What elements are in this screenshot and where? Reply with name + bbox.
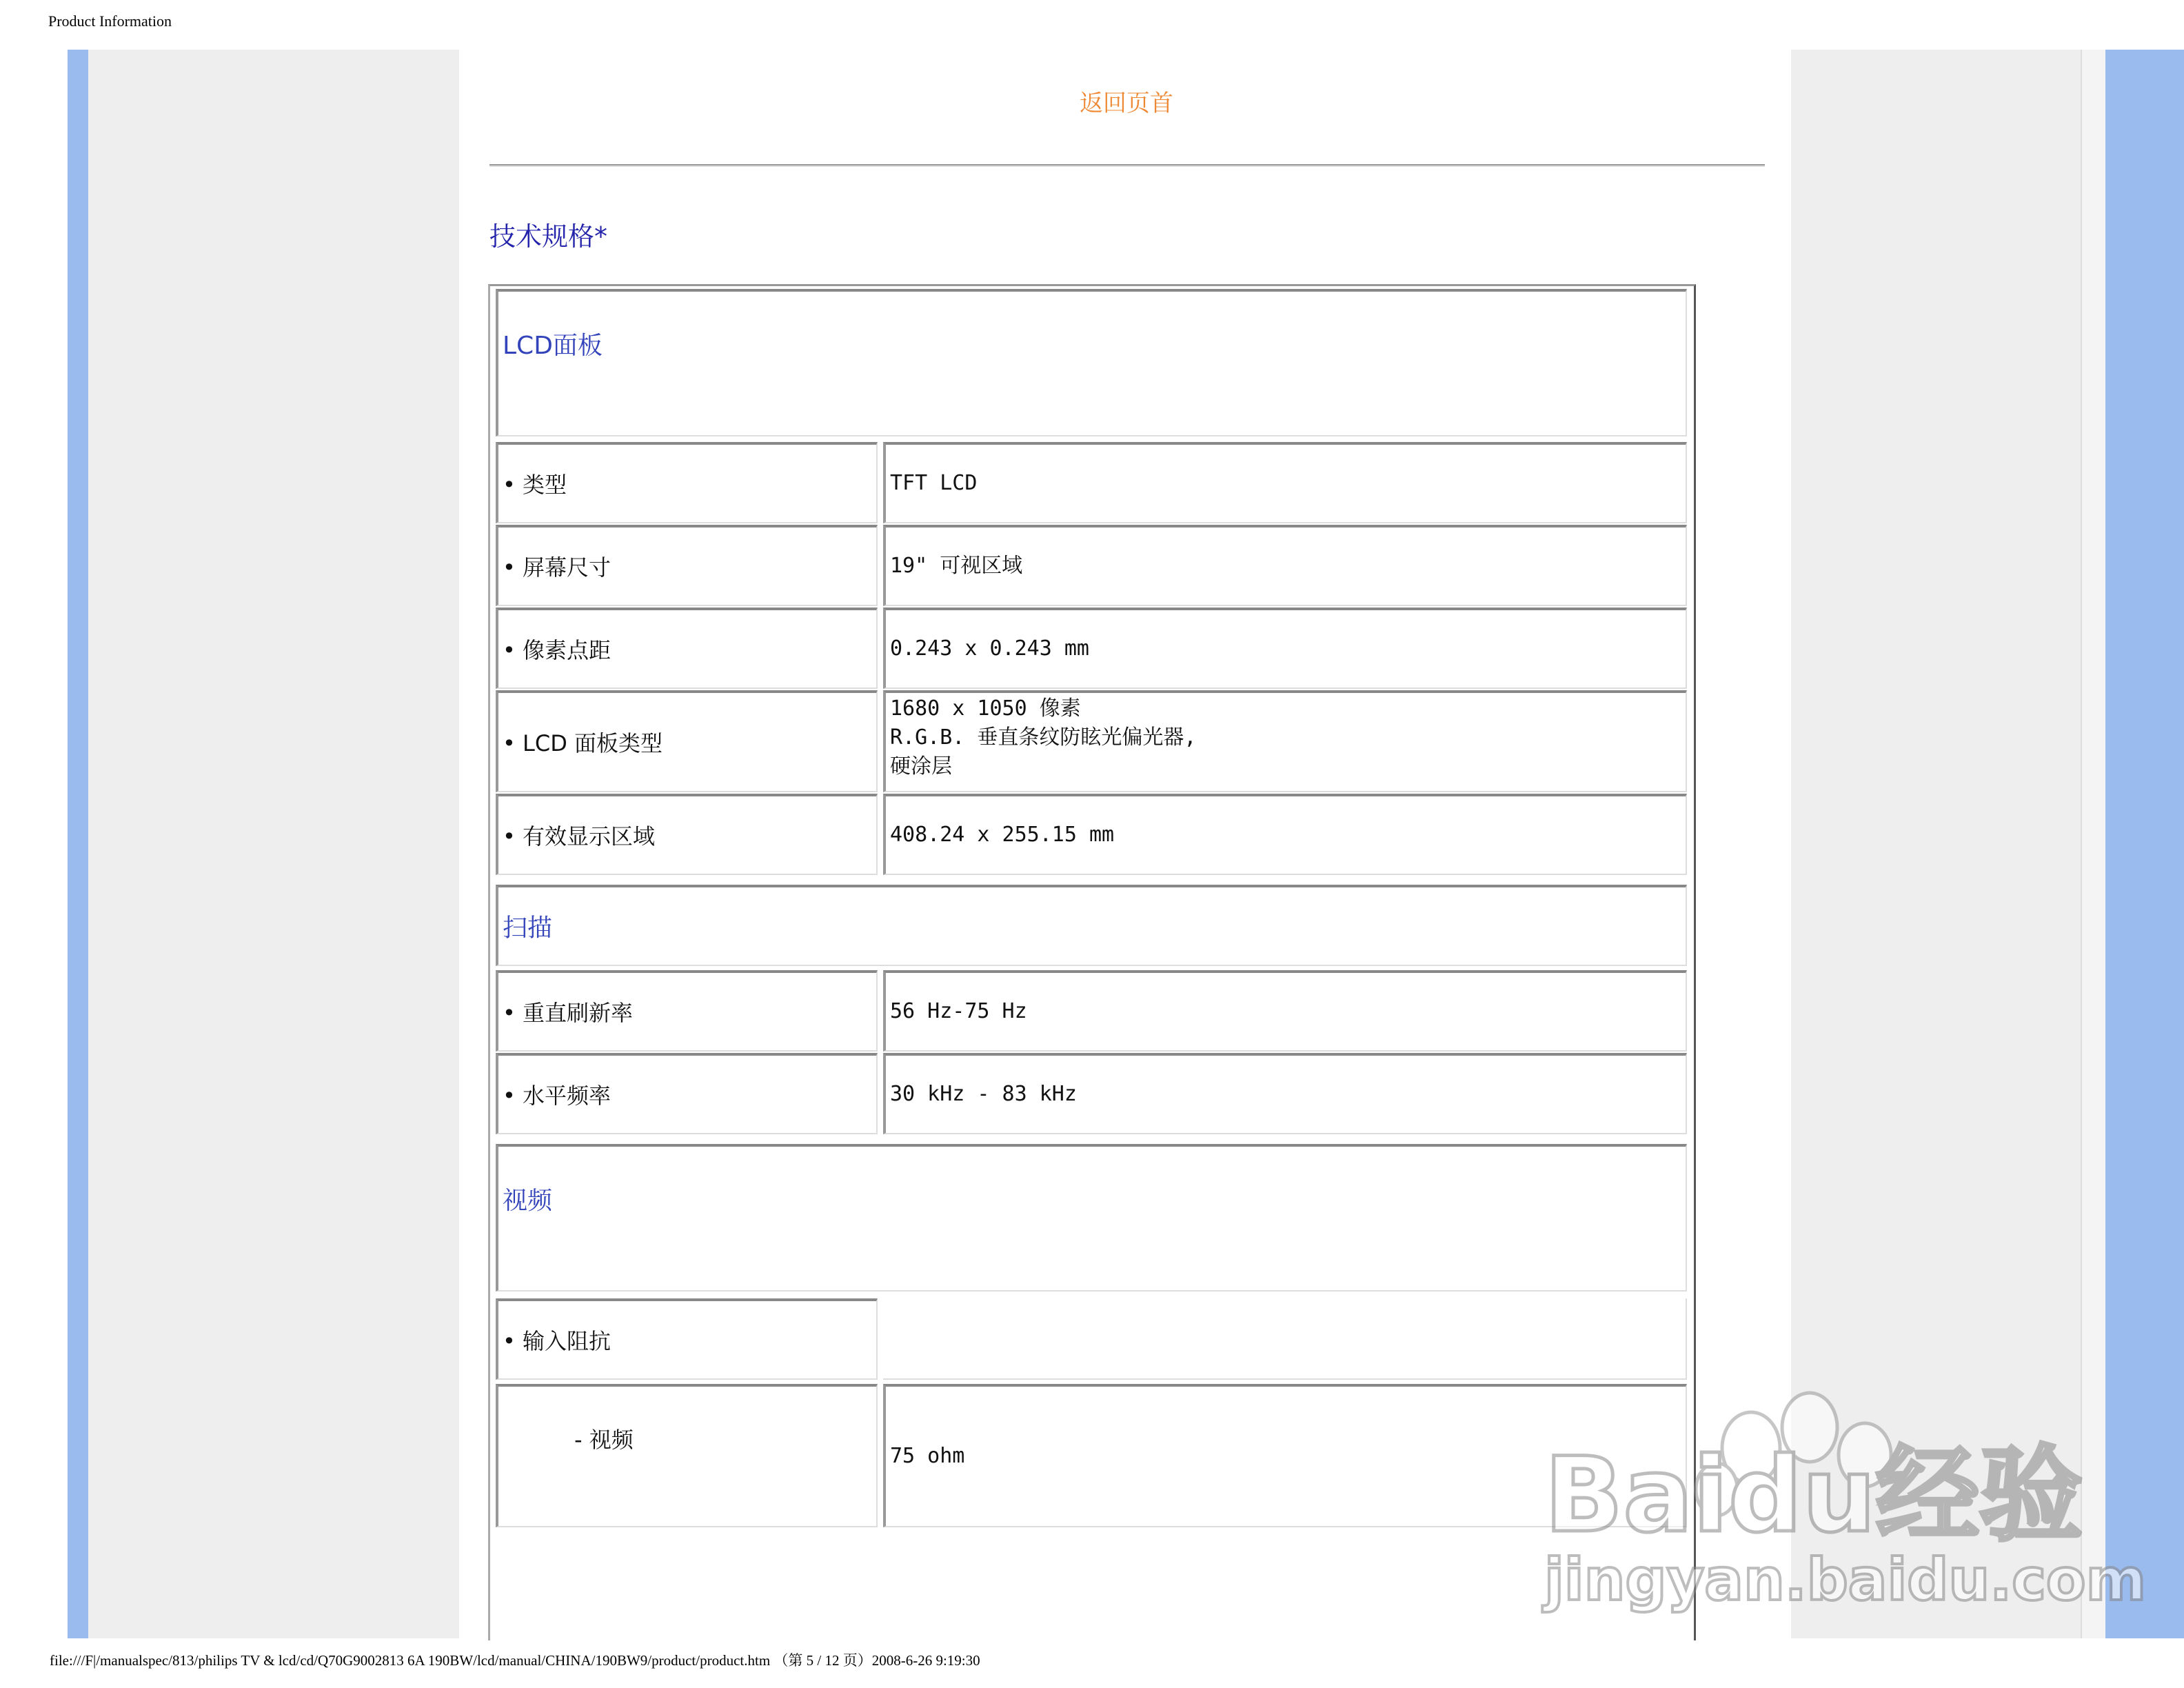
label-text: • 重直刷新率 [503,1000,634,1026]
value-text: 408.24 x 255.15 mm [890,823,1115,847]
divider [489,164,1765,167]
value-text: 75 ohm [890,1444,965,1468]
section-video [496,1144,1687,1292]
page-header-title: Product Information [48,12,172,30]
row-value-horizontal-freq [883,1053,1687,1134]
baidu-watermark [1544,1386,2147,1614]
label-text: • 输入阻抗 [503,1328,611,1354]
value-text: 30 kHz - 83 kHz [890,1082,1077,1106]
page-footer-path: file:///F|/manualspec/813/philips TV & lcd/cd/Q70G9002813 6A 190BW/lcd/manual/CHINA/190BW9/product/product.htm （第 5 / 12 页）2008-6-26 9:19:30 [50,1652,980,1669]
label-text: • LCD 面板类型 [503,730,663,756]
row-label-vertical-refresh [496,970,878,1052]
watermark-brand: Baidu经验 [1544,1436,2083,1556]
row-value-pixel-pitch [883,607,1687,689]
row-label-screen-size [496,525,878,606]
spec-table [488,284,1696,1640]
row-label-horizontal-freq [496,1053,878,1134]
section-scan [496,885,1687,966]
row-label-display-area [496,794,878,875]
spec-title: 技术规格* [489,221,608,252]
label-text: • 像素点距 [503,637,611,663]
value-text: TFT LCD [890,471,978,495]
section-title-lcd: LCD面板 [503,332,603,360]
value-text: 0.243 x 0.243 mm [890,636,1089,661]
section-title-video: 视频 [503,1187,553,1215]
row-label-panel-type [496,690,878,792]
row-value-panel-type [883,690,1687,792]
right-scroll-frame [2081,50,2107,1638]
row-label-video [496,1384,878,1527]
value-text: 19" 可视区域 [890,554,1023,578]
value-line-1: 1680 x 1050 像素 [890,696,1081,721]
row-label-pixel-pitch [496,607,878,689]
row-label-input-impedance [496,1298,878,1380]
section-title-scan: 扫描 [503,914,553,943]
row-value-screen-size [883,525,1687,606]
label-text: • 有效显示区域 [503,823,656,850]
label-text: • 屏幕尺寸 [503,554,611,581]
left-blue-frame [68,50,88,1638]
left-gray-frame [88,50,459,1638]
watermark-url: jingyan.baidu.com [1544,1546,2147,1614]
row-value-display-area [883,794,1687,875]
value-text: 56 Hz-75 Hz [890,999,1027,1023]
value-line-2: R.G.B. 垂直条纹防眩光偏光器, [890,725,1197,750]
section-lcd [496,289,1687,436]
row-value-input-impedance [883,1298,1687,1380]
row-value-vertical-refresh [883,970,1687,1052]
row-label-type [496,442,878,523]
back-to-top-link[interactable]: 返回页首 [1080,90,1173,117]
label-text: - 视频 [574,1427,634,1453]
label-text: • 类型 [503,472,567,498]
row-value-type [883,442,1687,523]
label-text: • 水平频率 [503,1083,611,1109]
right-blue-frame [2105,50,2184,1638]
value-line-3: 硬涂层 [890,754,952,778]
